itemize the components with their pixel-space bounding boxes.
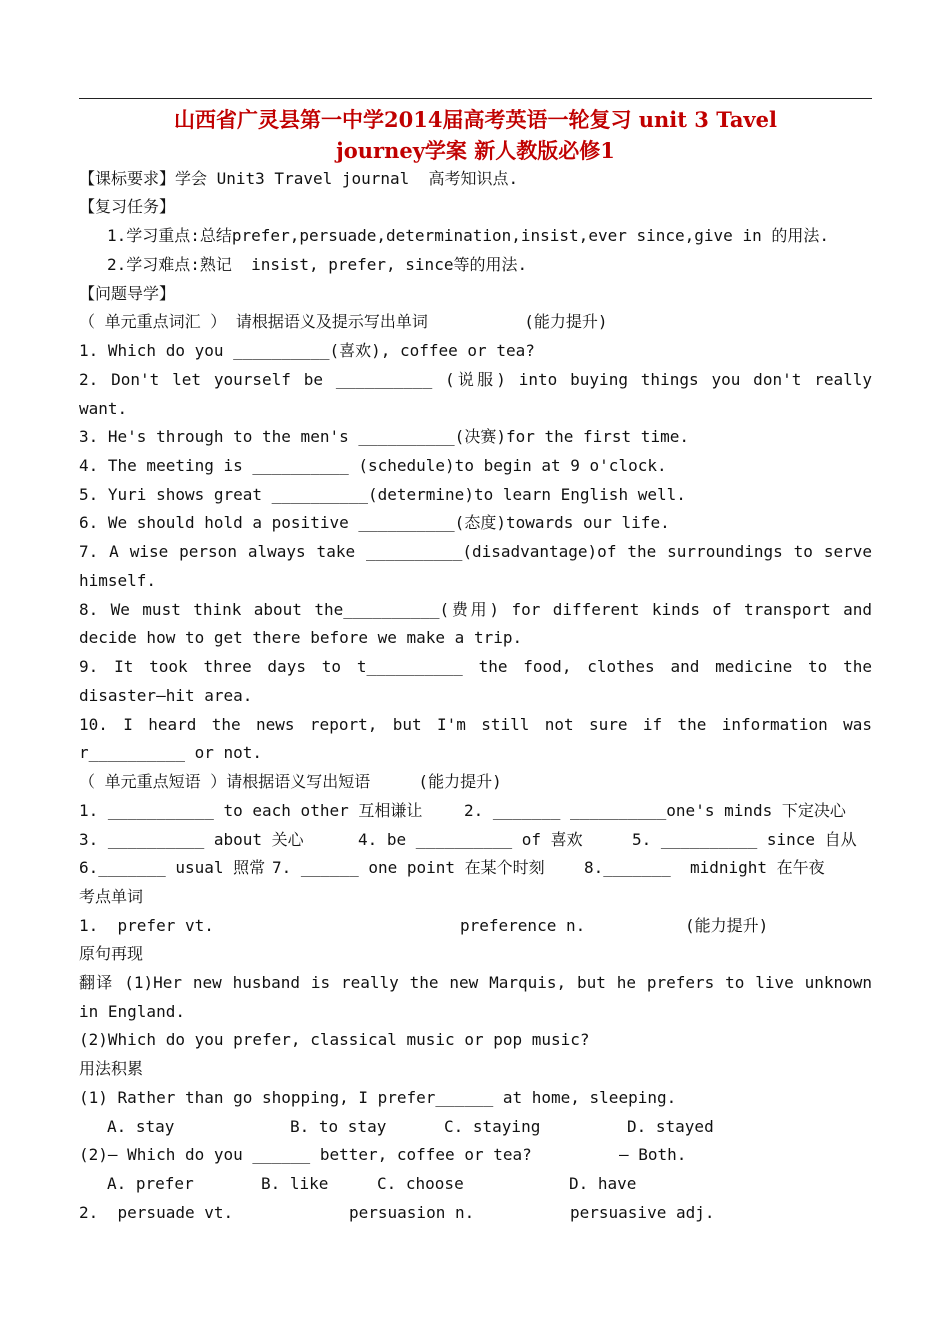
phrase-item-1: 1. ___________ to each other 互相谦让 (79, 801, 423, 820)
mc1-option-b: B. to stay (290, 1117, 387, 1136)
mc2-option-c: C. choose (377, 1174, 464, 1193)
vocab-question-6: 6. We should hold a positive __________(态度)towards our life. (79, 513, 670, 532)
vocab-question-9: 9. It took three days to t__________ the food, clothes and medicine to the (79, 657, 872, 676)
mc2-reply: — Both. (619, 1145, 687, 1164)
phrase-item-3: 3. __________ about 关心 (79, 830, 304, 849)
mc2-option-d: D. have (569, 1174, 637, 1193)
review-task-1: 1.学习重点:总结prefer,persuade,determination,insist,ever since,give in 的用法. (107, 226, 829, 245)
vocab-section-header: （ 单元重点词汇 ） 请根据语义及提示写出单词 (能力提升) (79, 312, 608, 331)
mc1-option-d: D. stayed (627, 1117, 714, 1136)
phrase-item-2: 2. _______ __________one's minds 下定决心 (464, 801, 846, 820)
title-line-1: 山西省广灵县第一中学2014届高考英语一轮复习 unit 3 Tavel (174, 107, 777, 132)
keywords-heading: 考点单词 (79, 887, 144, 906)
curriculum-requirement: 【课标要求】学会 Unit3 Travel journal 高考知识点. (79, 169, 519, 188)
top-rule (79, 98, 872, 99)
mc2-option-a: A. prefer (107, 1174, 194, 1193)
mc1-option-a: A. stay (107, 1117, 175, 1136)
ability-tag: (能力提升) (685, 916, 769, 935)
mc-question-1: (1) Rather than go shopping, I prefer______ at home, sleeping. (79, 1088, 677, 1107)
phrase-item-8: 8._______ midnight 在午夜 (584, 858, 825, 877)
vocab-question-8: 8. We must think about the__________(费用) for different kinds of transport and (79, 600, 872, 619)
vocab-question-3: 3. He's through to the men's __________(决赛)for the first time. (79, 427, 689, 446)
vocab-question-2: 2. Don't let yourself be __________ (说服) into buying things you don't really (79, 370, 872, 389)
vocab-question-7: 7. A wise person always take __________(disadvantage)of the surroundings to serve (79, 542, 872, 561)
phrase-item-4: 4. be __________ of 喜欢 (358, 830, 583, 849)
vocab-question-10: 10. I heard the news report, but I'm still not sure if the information was (79, 715, 872, 734)
keyword-preference: preference n. (460, 916, 586, 935)
review-task-2: 2.学习难点:熟记 insist, prefer, since等的用法. (107, 255, 528, 274)
vocab-question-4: 4. The meeting is __________ (schedule)to begin at 9 o'clock. (79, 456, 667, 475)
original-sentence-heading: 原句再现 (79, 944, 144, 963)
vocab-question-2-cont: want. (79, 399, 128, 418)
translate-1-cont: in England. (79, 1002, 185, 1021)
mc1-option-c: C. staying (444, 1117, 541, 1136)
phrase-item-7: 7. ______ one point 在某个时刻 (272, 858, 545, 877)
phrase-section-header: （ 单元重点短语 ）请根据语义写出短语 (能力提升) (79, 772, 502, 791)
phrase-item-5: 5. __________ since 自从 (632, 830, 857, 849)
guide-heading: 【问题导学】 (79, 284, 176, 303)
title-line-2: journey学案 新人教版必修1 (336, 138, 615, 163)
keyword-persuade: 2. persuade vt. (79, 1203, 234, 1222)
mc2-option-b: B. like (261, 1174, 329, 1193)
vocab-question-5: 5. Yuri shows great __________(determine)to learn English well. (79, 485, 686, 504)
review-task-heading: 【复习任务】 (79, 197, 176, 216)
phrase-item-6: 6._______ usual 照常 (79, 858, 266, 877)
translate-1: 翻译 (1)Her new husband is really the new Marquis, but he prefers to live unknown (79, 973, 872, 992)
usage-heading: 用法积累 (79, 1059, 144, 1078)
keyword-persuasive: persuasive adj. (570, 1203, 715, 1222)
vocab-question-1: 1. Which do you __________(喜欢), coffee or tea? (79, 341, 535, 360)
mc-question-2: (2)— Which do you ______ better, coffee or tea? (79, 1145, 532, 1164)
vocab-question-9-cont: disaster—hit area. (79, 686, 253, 705)
vocab-question-7-cont: himself. (79, 571, 157, 590)
keyword-prefer: 1. prefer vt. (79, 916, 214, 935)
vocab-question-8-cont: decide how to get there before we make a trip. (79, 628, 523, 647)
vocab-question-10-cont: r__________ or not. (79, 743, 263, 762)
document-title (79, 104, 872, 166)
translate-2: (2)Which do you prefer, classical music or pop music? (79, 1030, 590, 1049)
keyword-persuasion: persuasion n. (349, 1203, 475, 1222)
